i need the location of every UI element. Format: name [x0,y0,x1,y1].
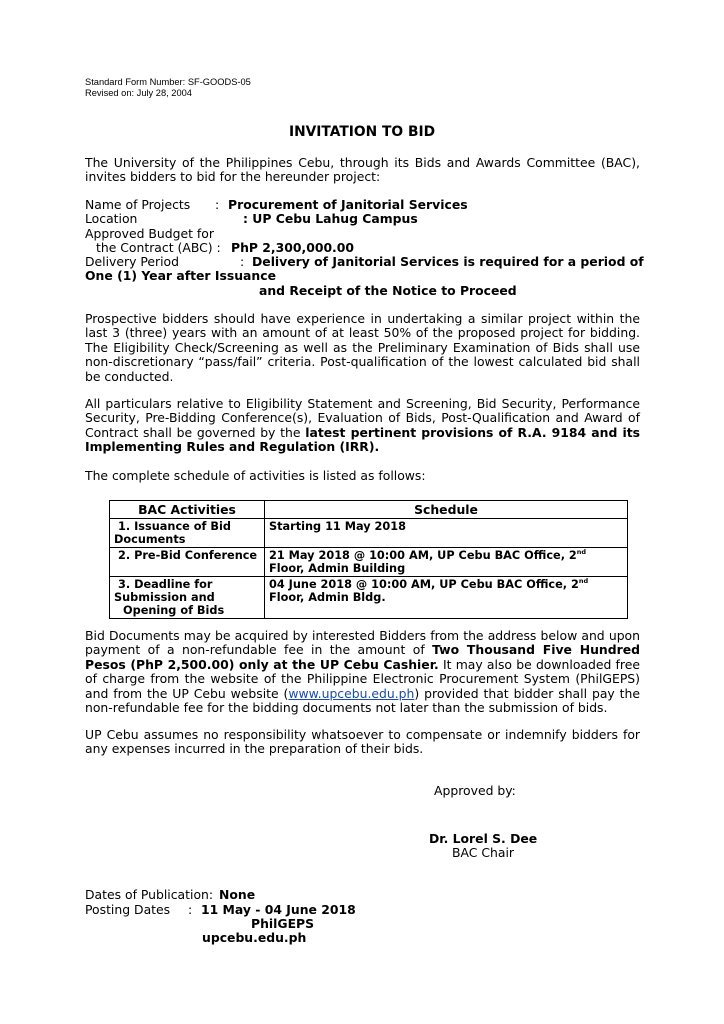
bid-docs-text: Bid Documents may be acquired by interested Bidders from the address below and upon payment of a non-refundable fee in the amount of [85,628,640,658]
budget-value: PhP 2,300,000.00 [231,240,355,255]
activity-line: 3. Deadline for [118,578,213,591]
posting-dates-separator: : [188,902,193,917]
table-row [110,519,628,548]
page-title: INVITATION TO BID [288,124,436,140]
bid-documents-paragraph [85,629,640,715]
approved-by-label: Approved by: [434,783,516,798]
publication-dates-label: Dates of Publication: [85,887,214,902]
posting-place-philgeps: PhilGEPS [251,916,315,931]
form-number: Standard Form Number: SF-GOODS-05 [85,77,251,87]
schedule-cell [265,577,628,619]
responsibility-paragraph: UP Cebu assumes no responsibility whatsoever to compensate or indemnify bidders for any expenses incurred in the preparation of their bids. [85,727,640,757]
bid-docs-period: . [434,656,439,672]
schedule-table [109,500,628,619]
ordinal-suffix: nd [576,548,587,557]
bid-docs-cashier-text: only at the UP Cebu Cashier [234,656,435,672]
upcebu-website-link[interactable]: www.upcebu.edu.ph [288,685,415,701]
bid-docs-fee-amount: Two Thousand Five Hundred Pesos (PhP 2,500.00) [85,642,640,672]
activity-cell [110,577,265,619]
budget-label-line1: Approved Budget for [85,226,214,241]
activity-line: Documents [114,533,186,546]
column-header-schedule: Schedule [265,501,628,519]
schedule-line: Floor, Admin Building [269,562,406,575]
intro-paragraph: The University of the Philippines Cebu, through its Bids and Awards Committee (BAC), invites bidders to bid for the hereunder project: [85,155,640,185]
posting-dates-value: 11 May - 04 June 2018 [201,902,356,917]
particulars-bold-text: latest pertinent provisions of R.A. 9184 and its Implementing Rules and Regulation (IRR). [85,424,640,455]
activity-cell [110,548,265,577]
bid-docs-closing-text: ) provided that bidder shall pay the non-refundable fee for the bidding documents not later than the submission of bids. [85,685,640,716]
location-label: Location [85,211,138,226]
approver-name: Dr. Lorel S. Dee [429,831,538,846]
schedule-line: Floor, Admin Bldg. [269,591,386,604]
table-row [110,577,628,619]
delivery-value-line1: Delivery of Janitorial Services is required for a period of [252,254,644,269]
project-name-separator: : [215,197,220,212]
approver-position: BAC Chair [452,845,514,860]
activity-line: Opening of Bids [123,604,225,617]
particulars-paragraph [85,397,640,455]
schedule-intro: The complete schedule of activities is listed as follows: [85,468,426,483]
delivery-value-line3: and Receipt of the Notice to Proceed [259,283,517,298]
project-name-label: Name of Projects [85,197,191,212]
budget-label-line2: the Contract (ABC) : [96,240,221,255]
posting-dates-label: Posting Dates [85,902,171,917]
bid-docs-download-text: It may also be downloaded free of charge from the website of the Philippine Electronic Procurement System (PhilGEPS) and from the UP Cebu website ( [85,656,640,701]
schedule-cell [265,548,628,577]
publication-dates-value: None [219,887,256,902]
table-header-row [110,501,628,519]
project-name-value: Procurement of Janitorial Services [228,197,468,212]
activity-line: Submission and [114,591,215,604]
delivery-label: Delivery Period [85,254,180,269]
delivery-separator: : [240,254,245,269]
prospective-bidders-paragraph: Prospective bidders should have experience in undertaking a similar project within the last 3 (three) years with an amount of at least 50% of the proposed project for bidding. The Eligibility Check/Screening as well as the Preliminary Examination of Bids shall use non-discretionary “pass/fail” criteria. Post-qualification of the lowest calculated bid shall be conducted. [85,311,640,384]
column-header-activities: BAC Activities [110,501,265,519]
posting-place-upcebu: upcebu.edu.ph [202,930,307,945]
location-value: : UP Cebu Lahug Campus [243,211,418,226]
activity-cell [110,519,265,548]
table-row [110,548,628,577]
schedule-line: 04 June 2018 @ 10:00 AM, UP Cebu BAC Office, 2 [269,578,579,591]
activity-line: 1. Issuance of Bid [118,520,231,533]
particulars-text: All particulars relative to Eligibility Statement and Screening, Bid Security, Performance Security, Pre-Bidding Conference(s), Evaluation of Bids, Post-Qualification and Award of Contract shall be governed by the [85,396,640,440]
schedule-line: 21 May 2018 @ 10:00 AM, UP Cebu BAC Office, 2 [269,549,577,562]
schedule-line: Starting 11 May 2018 [269,520,406,533]
schedule-cell [265,519,628,548]
ordinal-suffix: nd [578,577,589,586]
activity-line: 2. Pre-Bid Conference [118,549,258,562]
delivery-value-line2: One (1) Year after Issuance [85,268,276,283]
revised-date: Revised on: July 28, 2004 [85,88,192,98]
